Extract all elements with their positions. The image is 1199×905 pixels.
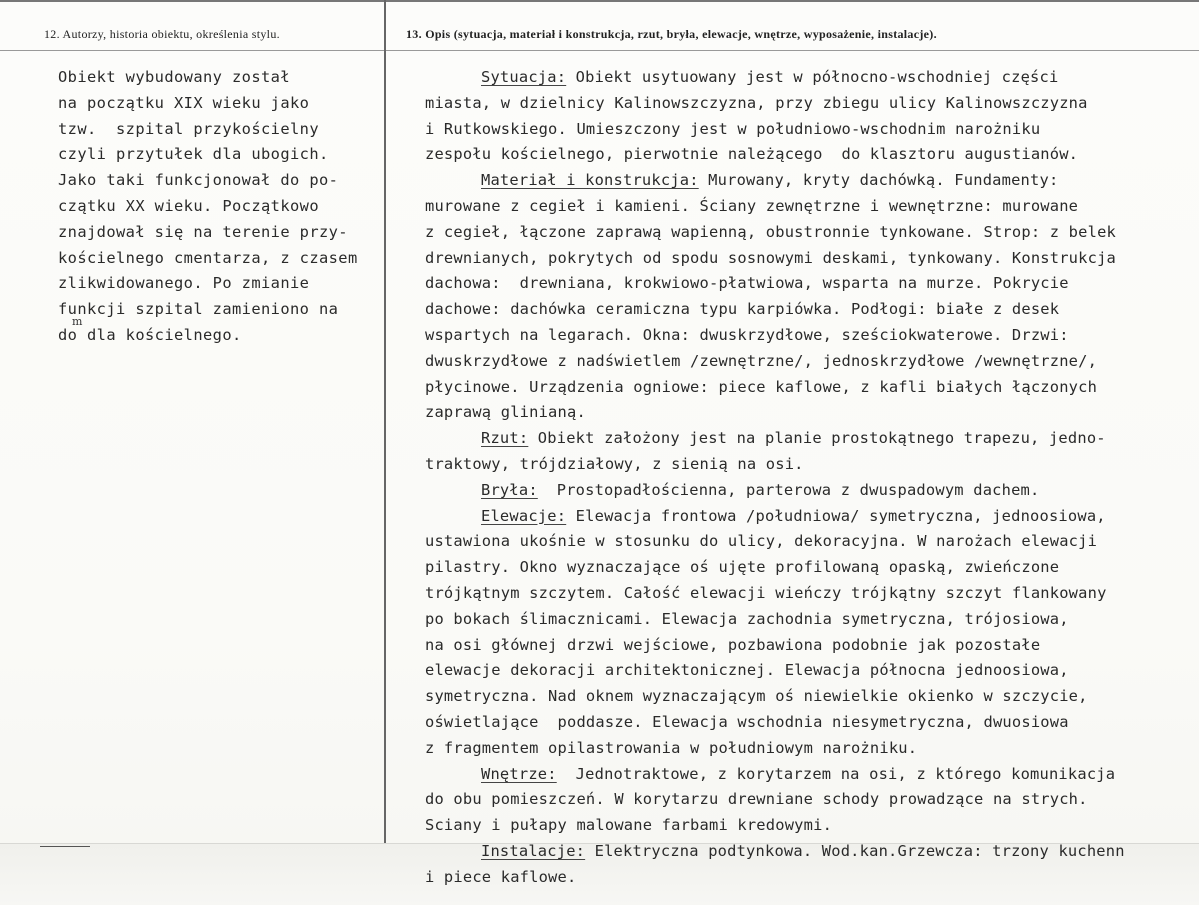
section-label: Sytuacja: — [481, 68, 567, 86]
section-text: z cegieł, łączone zaprawą wapienną, obustronnie tynkowane. Strop: z belek — [425, 222, 1117, 241]
description-text-column — [425, 65, 1195, 891]
history-text-line: Jako taki funkcjonował do po- — [58, 171, 339, 190]
section-text: płycinowe. Urządzenia ogniowe: piece kaflowe, z kafli białych łączonych — [425, 377, 1098, 396]
section-text: trójkątnym szczytem. Całość elewacji wieńczy trójkątny szczyt flankowany — [425, 583, 1107, 602]
section-text: zespołu kościelnego, pierwotnie należącego do klasztoru augustianów. — [425, 145, 1079, 164]
section-text: dachowe: dachówka ceramiczna typu karpiówka. Podłogi: białe z desek — [425, 300, 1060, 319]
section-label: Wnętrze: — [481, 764, 557, 783]
section-text: oświetlające poddasze. Elewacja wschodnia niesymetryczna, dwuosiowa — [425, 712, 1069, 731]
history-text-line: Obiekt wybudowany został — [58, 68, 290, 86]
description-text-line — [425, 375, 1195, 401]
section-text: traktowy, trójdziałowy, z sienią na osi. — [425, 454, 804, 473]
description-text-line — [425, 865, 1195, 891]
description-text-line — [425, 142, 1195, 168]
section-text: Obiekt usytuowany jest w północno-wschodniej części — [566, 68, 1059, 86]
description-text-line — [425, 194, 1195, 220]
description-text-line — [425, 91, 1195, 117]
section-text: pilastry. Okno wyznaczające oś ujęte profilowaną opaską, zwieńczone — [425, 558, 1060, 577]
history-text-line: do dla kościelnego. — [58, 325, 242, 344]
description-text-line — [425, 736, 1195, 762]
section-text: Elektryczna podtynkowa. Wod.kan.Grzewcza: trzony kuchenn — [585, 841, 1125, 860]
section-13-heading: 13. Opis (sytuacja, materiał i konstrukcja, rzut, bryła, elewacje, wnętrze, wyposażenie, instalacje). — [406, 27, 937, 41]
section-text: miasta, w dzielnicy Kalinowszczyzna, przy zbiegu ulicy Kalinowszczyzna — [425, 93, 1088, 112]
description-text-line — [425, 633, 1195, 659]
top-border-line — [0, 0, 1199, 2]
section-12-heading: 12. Autorzy, historia obiektu, określenia stylu. — [44, 27, 280, 41]
description-text-line — [425, 607, 1195, 633]
section-text: dachowa: drewniana, krokwiowo-płatwiowa, wsparta na murze. Pokrycie — [425, 274, 1069, 293]
description-text-line — [425, 297, 1195, 323]
history-text-line: funkcji szpital zamieniono na — [58, 300, 339, 319]
section-label: Rzut: — [481, 429, 529, 448]
history-text-line: kościelnego cmentarza, z czasem — [58, 248, 358, 267]
description-text-line — [425, 710, 1195, 736]
section-text: zaprawą glinianą. — [425, 403, 586, 422]
section-text: po bokach ślimacznicami. Elewacja zachodnia symetryczna, trójosiowa, — [425, 609, 1069, 628]
description-text-line — [425, 323, 1195, 349]
section-text: Sciany i pułapy malowane farbami kredowymi. — [425, 816, 833, 835]
description-text-line — [425, 400, 1195, 426]
section-text: wspartych na legarach. Okna: dwuskrzydłowe, sześciokwaterowe. Drzwi: — [425, 325, 1069, 344]
section-label: Elewacje: — [481, 506, 567, 525]
section-text: Obiekt założony jest na planie prostokątnego trapezu, jedno- — [528, 429, 1106, 448]
section-label: Materiał i konstrukcja: — [481, 171, 699, 190]
description-text-line — [425, 478, 1195, 504]
section-label: Instalacje: — [481, 841, 586, 860]
description-text-line — [425, 452, 1195, 478]
description-text-line — [425, 529, 1195, 555]
description-text-line — [425, 271, 1195, 297]
history-text-line: czątku XX wieku. Początkowo — [58, 196, 319, 215]
history-text-line: znajdował się na terenie przy- — [58, 222, 348, 241]
section-text: i Rutkowskiego. Umieszczony jest w południowo-wschodnim narożniku — [425, 119, 1041, 138]
section-text: ustawiona ukośnie w stosunku do ulicy, dekoracyjna. W narożach elewacji — [425, 532, 1098, 551]
history-text-line: zlikwidowanego. Po zmianie — [58, 274, 310, 293]
description-text-line — [425, 787, 1195, 813]
description-text-line — [425, 555, 1195, 581]
section-text: i piece kaflowe. — [425, 867, 577, 886]
description-text-line — [425, 349, 1195, 375]
history-text-line: na początku XIX wieku jako — [58, 93, 310, 112]
description-text-line — [425, 813, 1195, 839]
description-text-line — [425, 220, 1195, 246]
section-text: drewnianych, pokrytych od spodu sosnowymi deskami, tynkowany. Konstrukcja — [425, 248, 1117, 267]
description-text-line — [425, 246, 1195, 272]
handwritten-correction: m — [72, 315, 83, 328]
section-text: Elewacja frontowa /południowa/ symetryczna, jednoosiowa, — [566, 506, 1106, 525]
section-text: elewacje dekoracji architektonicznej. Elewacja północna jednoosiowa, — [425, 661, 1069, 680]
section-text: do obu pomieszczeń. W korytarzu drewniane schody prowadzące na strych. — [425, 790, 1088, 809]
description-text-line — [425, 581, 1195, 607]
section-text: Murowany, kryty dachówką. Fundamenty: — [698, 171, 1059, 190]
description-text-line — [425, 762, 1195, 788]
section-text: Prostopadłościenna, parterowa z dwuspadowym dachem. — [537, 480, 1040, 499]
section-text: dwuskrzydłowe z nadświetlem /zewnętrzne/, jednoskrzydłowe /wewnętrzne/, — [425, 351, 1098, 370]
description-text-line — [425, 65, 1195, 91]
history-text-line: tzw. szpital przykościelny — [58, 119, 319, 138]
description-text-line — [425, 684, 1195, 710]
section-label: Bryła: — [481, 480, 538, 499]
section-text: z fragmentem opilastrowania w południowym narożniku. — [425, 738, 918, 757]
section-text: symetryczna. Nad oknem wyznaczającym oś niewielkie okienko w szczycie, — [425, 687, 1088, 706]
description-text-line — [425, 426, 1195, 452]
section-text: murowane z cegieł i kamieni. Ściany zewnętrzne i wewnętrzne: murowane — [425, 196, 1079, 215]
description-text-line — [425, 504, 1195, 530]
header-divider-line — [0, 50, 1199, 51]
footer-dash — [40, 846, 90, 847]
history-text-column — [58, 65, 388, 349]
history-text-line: czyli przytułek dla ubogich. — [58, 145, 329, 164]
description-text-line — [425, 117, 1195, 143]
section-text: Jednotraktowe, z korytarzem na osi, z którego komunikacja — [556, 764, 1116, 783]
description-text-line — [425, 839, 1195, 865]
description-text-line — [425, 168, 1195, 194]
description-text-line — [425, 658, 1195, 684]
section-text: na osi głównej drzwi wejściowe, pozbawiona podobnie jak pozostałe — [425, 635, 1041, 654]
